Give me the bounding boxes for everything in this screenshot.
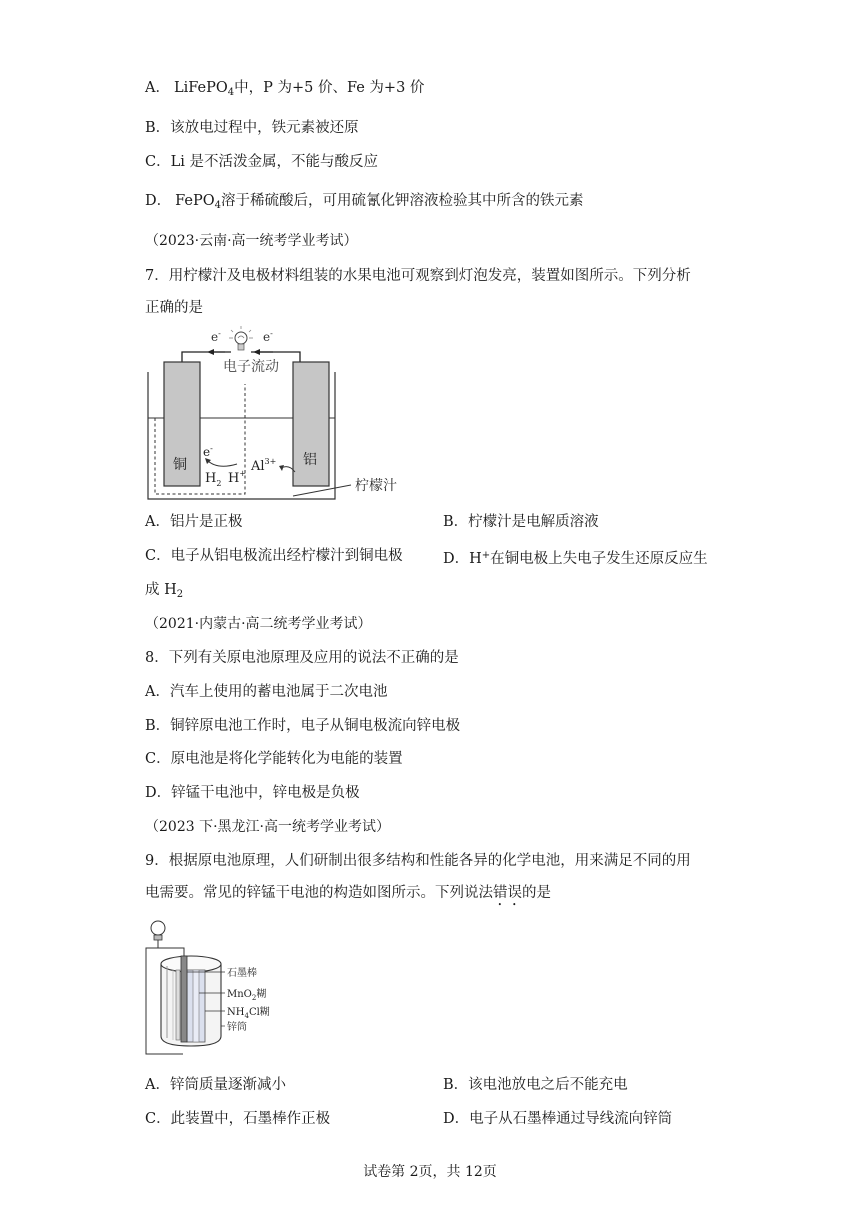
nh4cl-paste (193, 970, 199, 1042)
fruit-battery-diagram (145, 324, 415, 504)
q6-option-d-label: D． (145, 193, 172, 209)
q7-option-d-prefix: D．H (443, 551, 482, 567)
q8-option-b: B．铜锌原电池工作时，电子从铜电极流向锌电极 (145, 718, 461, 734)
emphasis-wrong: 错误 (493, 885, 522, 901)
graphite-label: 石墨棒 (227, 968, 257, 979)
electron-near-copper: e- (203, 444, 213, 459)
q7-option-d-text: 在铜电极上失电子发生还原反应生 (490, 551, 708, 567)
q6-option-d-formula: FePO (175, 193, 215, 209)
nh4cl-label: $NH_4Cl$糊 (227, 1007, 270, 1020)
bulb-icon (229, 326, 253, 350)
q8-option-c: C．原电池是将化学能转化为电能的装置 (145, 751, 403, 767)
q7-option-b: B．柠檬汁是电解质溶液 (443, 514, 599, 530)
q6-option-a-label: A． (145, 80, 170, 96)
h2-label: $H_2$ (205, 471, 222, 488)
q9-stem-line2: 电需要。常见的锌锰干电池的构造如图所示。下列说法错误的是 (145, 885, 551, 901)
q8-option-d: D．锌锰干电池中，锌电极是负极 (145, 785, 360, 801)
q6-option-b: B．该放电过程中，铁元素被还原 (145, 120, 359, 136)
q9-option-c: C．此装置中，石墨棒作正极 (145, 1111, 331, 1127)
q7-option-d-continued: 成 $H_2$ (145, 582, 184, 600)
zinc-manganese-cell-diagram (143, 914, 293, 1062)
q6-option-a (145, 78, 424, 103)
q6-option-d-text: 溶于稀硫酸后，可用硫氰化钾溶液检验其中所含的铁元素 (221, 193, 584, 209)
q7-option-d (443, 546, 708, 569)
q7-option-c: C．电子从铝电极流出经柠檬汁到铜电极 (145, 548, 403, 564)
aluminum-label: 铝 (303, 452, 317, 468)
electron-flow-arrow-left (207, 349, 225, 355)
q7-option-a: A．铝片是正极 (145, 514, 243, 530)
q7-stem-line1: 7．用柠檬汁及电极材料组装的水果电池可观察到灯泡发亮，装置如图所示。下列分析 (145, 268, 691, 284)
q8-stem: 8．下列有关原电池原理及应用的说法不正确的是 (145, 650, 459, 666)
graphite-rod (181, 956, 187, 1042)
juice-label: 柠檬汁 (355, 478, 397, 494)
q9-option-b: B．该电池放电之后不能充电 (443, 1077, 628, 1093)
bulb-icon (151, 921, 165, 940)
q6-option-d-subscript: 4 (214, 200, 222, 211)
q6-option-a-subscript: 4 (227, 87, 235, 98)
electron-label-left: e- (211, 329, 221, 344)
q7-option-d-sup: + (481, 550, 491, 561)
zinc-label: 锌筒 (227, 1022, 247, 1033)
copper-label: 铜 (173, 457, 187, 473)
q9-source: （2023 下·黑龙江·高一统考学业考试） (145, 819, 390, 835)
q6-option-a-formula: LiFePO (173, 80, 228, 96)
q8-source: （2021·内蒙古·高二统考学业考试） (145, 616, 372, 632)
q7-source: （2023·云南·高一统考学业考试） (145, 233, 358, 249)
electron-flow-label: 电子流动 (223, 359, 279, 375)
q9-option-a: A．锌筒质量逐渐减小 (145, 1077, 286, 1093)
electron-label-right: e- (263, 329, 273, 344)
q8-option-a: A．汽车上使用的蓄电池属于二次电池 (145, 684, 388, 700)
electron-flow-arrow-right (253, 349, 273, 355)
al3-label: $Al^{3+}$ (251, 457, 277, 474)
mno2-label: MnO$_2$糊 (227, 989, 267, 1002)
q6-option-c: C．Li 是不活泼金属，不能与酸反应 (145, 154, 378, 170)
h-plus-arrow (207, 460, 237, 466)
h-plus-label: H+ (228, 469, 247, 486)
q6-option-d (145, 191, 584, 216)
q7-stem-line2: 正确的是 (145, 300, 203, 316)
q9-option-d: D．电子从石墨棒通过导线流向锌筒 (443, 1111, 673, 1127)
juice-pointer (293, 485, 351, 496)
q6-option-a-text: 中，P 为+5 价、Fe 为+3 价 (234, 80, 425, 96)
page-footer: 试卷第 2页，共 12页 (363, 1164, 497, 1180)
q9-stem-line1: 9．根据原电池原理，人们研制出很多结构和性能各异的化学电池，用来满足不同的用 (145, 853, 691, 869)
